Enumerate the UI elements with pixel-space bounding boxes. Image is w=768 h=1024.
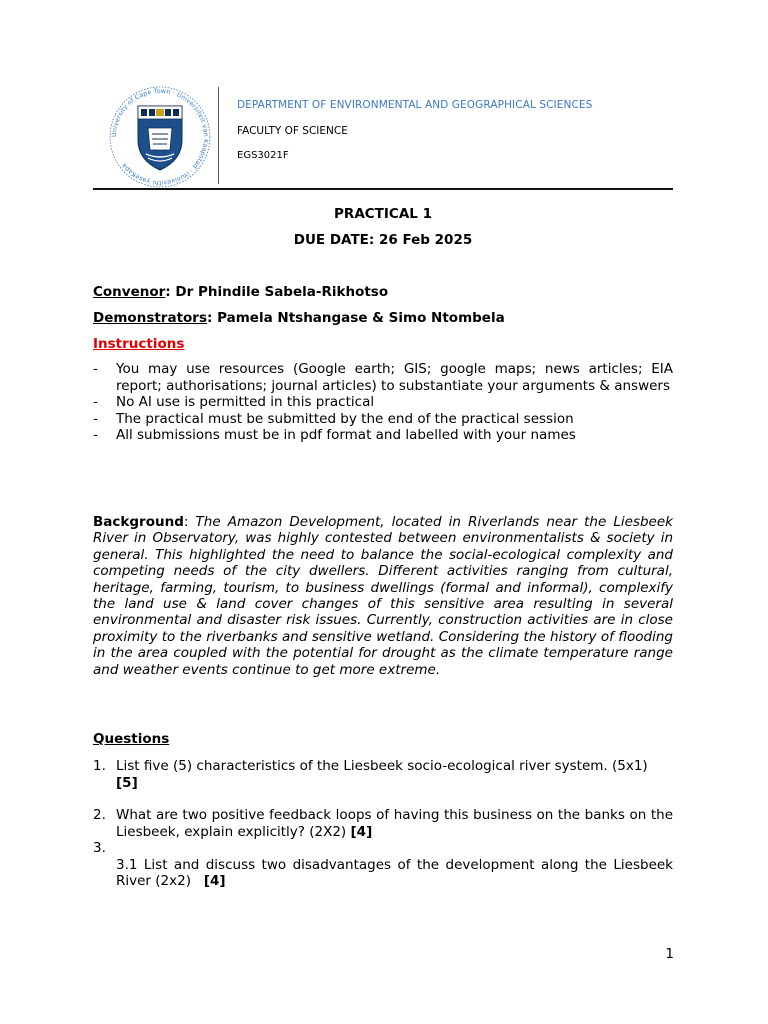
university-seal-logo bbox=[104, 84, 216, 190]
instructions-heading: Instructions bbox=[93, 336, 185, 352]
instruction-text: You may use resources (Google earth; GIS; google maps; news articles; EIA report; authorisations; journal articles) to substantiate your arguments & answers bbox=[116, 361, 673, 394]
background-paragraph bbox=[93, 514, 673, 678]
instructions-list bbox=[93, 361, 673, 444]
question-number: 1. bbox=[93, 758, 106, 774]
course-code: EGS3021F bbox=[237, 150, 289, 161]
question-item bbox=[93, 758, 673, 791]
question-item bbox=[93, 840, 673, 890]
list-item bbox=[93, 411, 673, 428]
question-item bbox=[93, 807, 673, 840]
instruction-text: No AI use is permitted in this practical bbox=[116, 394, 375, 410]
header-divider bbox=[218, 87, 219, 184]
question-marks: [4] bbox=[350, 823, 373, 840]
list-item bbox=[93, 361, 673, 394]
question-number: 3. bbox=[93, 840, 106, 856]
question-text: What are two positive feedback loops of having this business on the banks on the Liesbeek, explain explicitly? (2X2) bbox=[116, 807, 673, 840]
list-item bbox=[93, 427, 673, 444]
question-number: 2. bbox=[93, 807, 106, 823]
background-label: Background bbox=[93, 514, 184, 530]
question-marks: [4] bbox=[203, 873, 226, 889]
convenor-name: : Dr Phindile Sabela-Rikhotso bbox=[165, 284, 389, 300]
background-text: The Amazon Development, located in Riverlands near the Liesbeek River in Observatory, was highly contested between environmentalists & society in general. This highlighted the need to balance the social-ecological complexity and competing needs of the city dwellers. Different activities ranging from cultural, heritage, farming, tourism, to business dwellings (formal and informal), complexify the land use & land cover changes of this sensitive area resulting in several environmental and disaster risk issues. Currently, construction activities are in close proximity to the riverbanks and sensitive wetland. Considering the history of flooding in the area coupled with the potential for drought as the climate temperature range and weather events continue to get more extreme. bbox=[93, 514, 673, 678]
department-name: DEPARTMENT OF ENVIRONMENTAL AND GEOGRAPHICAL SCIENCES bbox=[237, 99, 593, 111]
demonstrators-line bbox=[93, 310, 505, 326]
university-crest-icon bbox=[104, 84, 216, 190]
practical-title: PRACTICAL 1 bbox=[334, 206, 432, 222]
question-marks: [5] bbox=[116, 774, 138, 791]
seal-text: University of Cape Town · Universiteit van Kaapstad · iYunivesithi yaseKapa bbox=[110, 87, 210, 187]
page-number: 1 bbox=[665, 946, 674, 962]
instruction-text: The practical must be submitted by the end of the practical session bbox=[116, 410, 574, 427]
convenor-line bbox=[93, 284, 388, 300]
question-text: 3.1 List and discuss two disadvantages of the development along the Liesbeek River (2x2) bbox=[116, 856, 673, 889]
convenor-label: Convenor bbox=[93, 284, 166, 300]
question-text: List five (5) characteristics of the Liesbeek socio-ecological river system. (5x1) bbox=[116, 758, 648, 774]
background-separator: : bbox=[183, 514, 196, 530]
due-date: DUE DATE: 26 Feb 2025 bbox=[293, 232, 473, 248]
demonstrators-label: Demonstrators bbox=[93, 310, 207, 326]
demonstrators-names: : Pamela Ntshangase & Simo Ntombela bbox=[207, 310, 505, 326]
faculty-name: FACULTY OF SCIENCE bbox=[237, 125, 348, 137]
list-item bbox=[93, 394, 673, 411]
instruction-text: All submissions must be in pdf format and labelled with your names bbox=[116, 427, 576, 443]
header-rule bbox=[93, 188, 673, 190]
questions-heading: Questions bbox=[93, 731, 170, 747]
